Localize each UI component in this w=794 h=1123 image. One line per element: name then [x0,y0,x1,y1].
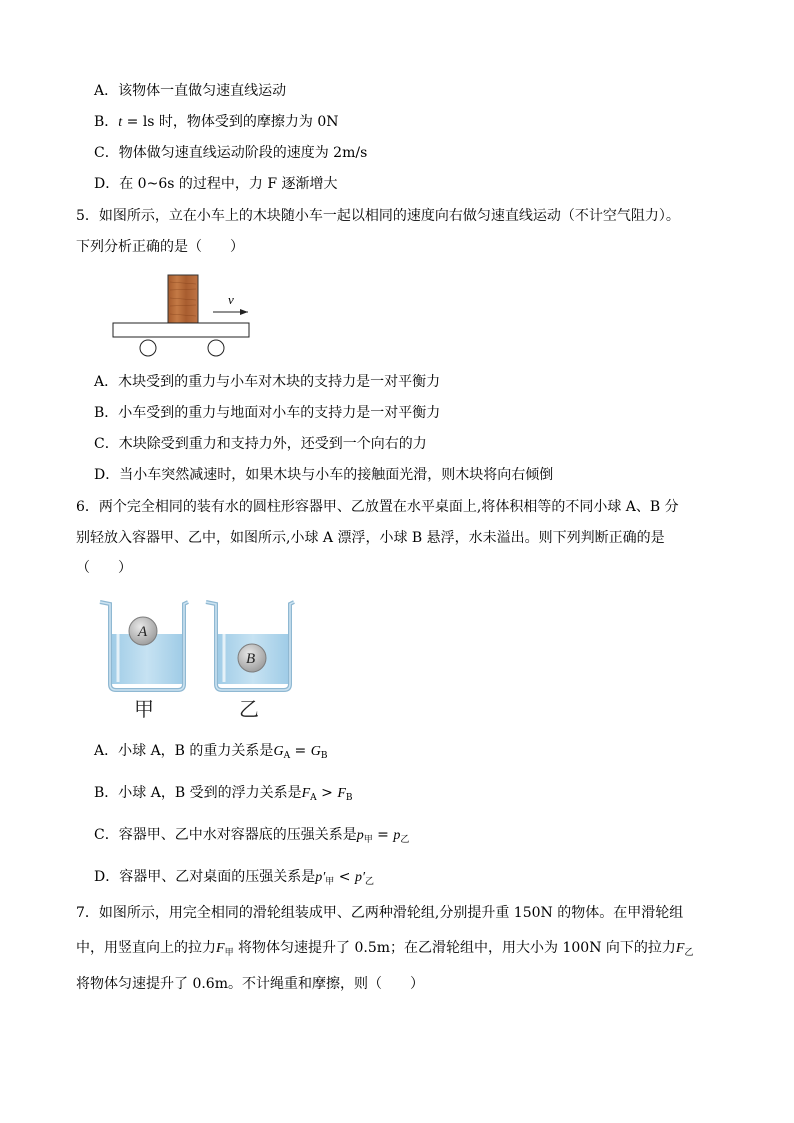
q6-option-a [94,741,327,766]
option-letter: C． [94,436,119,452]
math-right: p′ [354,870,366,885]
option-text: 木块受到的重力与小车对木块的支持力是一对平衡力 [118,374,441,390]
option-letter: B． [94,114,119,130]
math-right-sub: 乙 [400,835,410,845]
option-text: 在 0~6s 的过程中，力 F 逐渐增大 [119,176,338,192]
velocity-label: v [228,292,234,307]
option-letter: D． [94,869,120,885]
math-operator: = [290,743,311,759]
option-letter: D． [94,176,120,192]
option-text: 该物体一直做匀速直线运动 [118,83,287,99]
q7-stem-line1: 7．如图所示，用完全相同的滑轮组装成甲、乙两种滑轮组,分别提升重 150N 的物体。在甲滑轮组 [76,905,684,921]
q4-option-d [94,174,337,194]
math-left: G [273,744,284,759]
option-letter: C． [94,145,119,161]
q7-text-a: 中，用竖直向上的拉力 [76,940,216,956]
math-left: F [301,786,311,801]
math-right-sub: 乙 [365,877,375,887]
option-letter: B． [94,785,119,801]
q5-option-c [94,434,427,454]
math-right: G [310,744,321,759]
q6-stem-line3: （ ） [76,560,132,576]
q6-option-b [94,783,353,808]
q7-stem-line2 [76,938,693,963]
option-letter: D． [94,467,120,483]
q7-stem-line3: 将物体匀速提升了 0.6m。不计绳重和摩擦，则（ ） [76,976,424,992]
math-operator: = [372,827,394,843]
q5-stem-line2: 下列分析正确的是（ ） [76,239,244,255]
math-right: p [393,828,401,843]
math-left: p [356,828,364,843]
q6-option-c [94,825,409,850]
label-yi: 乙 [239,699,259,721]
label-jia: 甲 [134,699,154,721]
force-sub-yi: 乙 [684,948,694,958]
force-var-jia: F [216,941,225,956]
math-left-sub: 甲 [363,835,373,845]
q6-option-d [94,867,374,892]
option-letter: B． [94,405,119,421]
q4-option-c [94,143,367,163]
cart-wheel-left [140,340,156,356]
option-text: 当小车突然减速时，如果木块与小车的接触面光滑，则木块将向右倾倒 [119,467,554,483]
math-right-sub: B [320,751,328,761]
math-operator: > [316,785,338,801]
cart-body [113,323,249,337]
q5-option-a [94,372,440,392]
cart-wheel-right [208,340,224,356]
q7-text-b: 将物体匀速提升了 0.5m；在乙滑轮组中，用大小为 100N 向下的拉力 [233,940,676,956]
q5-cart-figure [110,268,260,360]
force-var-yi: F [675,941,685,956]
option-letter: A． [94,83,119,99]
option-text: 小车受到的重力与地面对小车的支持力是一对平衡力 [118,405,441,421]
container-jia [100,602,188,690]
option-text: 容器甲、乙中水对容器底的压强关系是 [118,827,357,843]
math-left-sub: A [283,751,291,761]
math-operator: < [334,869,355,885]
q4-option-b [94,112,339,133]
ball-b-label: B [246,651,256,667]
math-left-sub: 甲 [325,877,335,887]
q6-stem-line2: 别轻放入容器甲、乙中，如图所示,小球 A 漂浮，小球 B 悬浮，水未溢出。则下列判断正确的是 [76,530,665,546]
math-right-sub: B [345,793,353,803]
math-left: p′ [315,870,326,885]
option-text: = ls 时，物体受到的摩擦力为 0N [122,114,339,130]
option-text: 物体做匀速直线运动阶段的速度为 2m/s [118,145,368,161]
option-letter: C． [94,827,119,843]
q5-option-d [94,465,553,485]
q4-option-a [94,81,286,101]
force-sub-jia: 甲 [224,948,234,958]
q5-stem-line1: 5．如图所示，立在小车上的木块随小车一起以相同的速度向右做匀速直线运动（不计空气阻力）。 [76,208,680,224]
q5-option-b [94,403,440,423]
option-letter: A． [94,374,119,390]
time-variable: t [118,115,123,130]
option-text: 容器甲、乙对桌面的压强关系是 [119,869,316,885]
ball-a-label: A [138,624,148,640]
option-text: 木块除受到重力和支持力外，还受到一个向右的力 [118,436,427,452]
math-right: F [337,786,346,801]
option-letter: A． [94,743,119,759]
q6-containers-figure [94,596,304,724]
math-left-sub: A [310,793,317,803]
option-text: 小球 A，B 受到的浮力关系是 [118,785,302,801]
option-text: 小球 A，B 的重力关系是 [118,743,274,759]
q6-stem-line1: 6．两个完全相同的装有水的圆柱形容器甲、乙放置在水平桌面上,将体积相等的不同小球 A、B 分 [76,499,679,515]
